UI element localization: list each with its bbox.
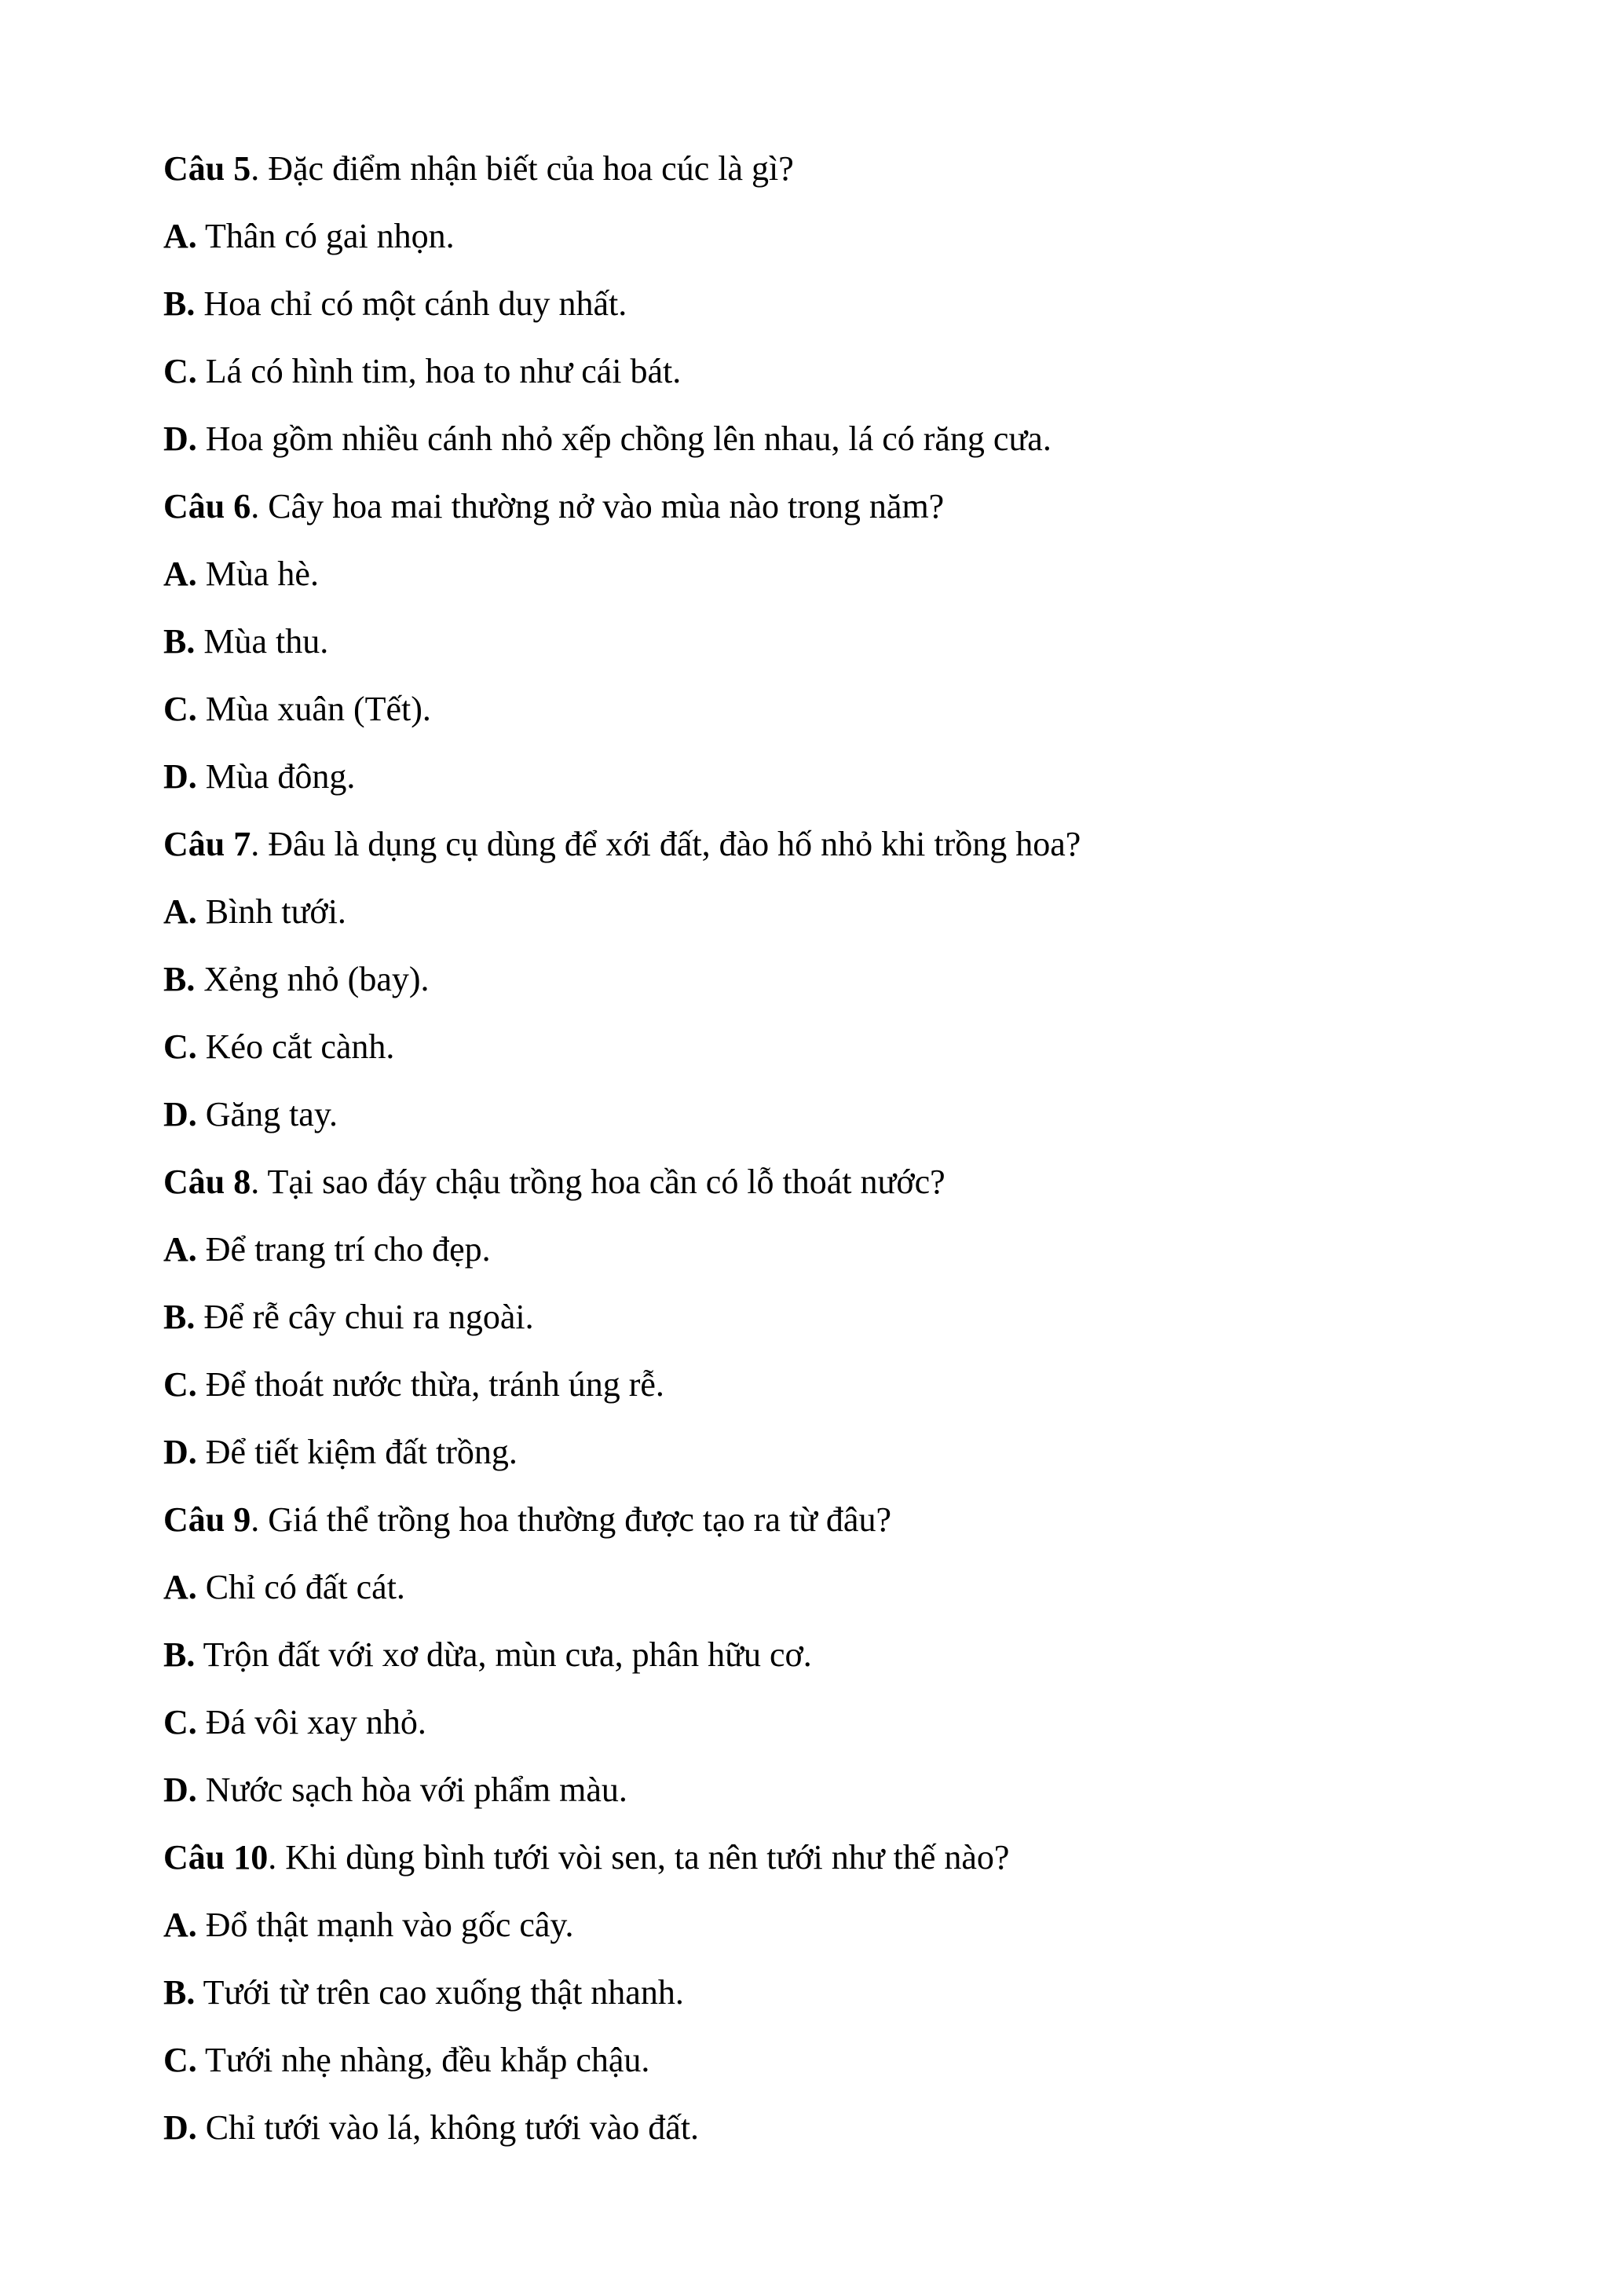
question-text: . Khi dùng bình tưới vòi sen, ta nên tưới như thế nào?: [268, 1838, 1010, 1877]
option-text: Mùa xuân (Tết).: [196, 690, 431, 728]
option-line: [163, 1689, 1498, 1756]
question-number: Câu 8: [163, 1163, 251, 1201]
option-letter: B.: [163, 284, 196, 323]
option-text: Kéo cắt cành.: [196, 1027, 395, 1066]
option-line: [163, 878, 1498, 946]
option-letter: A.: [163, 1568, 197, 1606]
option-letter: A.: [163, 1230, 197, 1269]
question-text: . Đâu là dụng cụ dùng để xới đất, đào hố nhỏ khi trồng hoa?: [251, 825, 1081, 863]
option-letter: D.: [163, 1433, 197, 1471]
option-line: [163, 1351, 1498, 1419]
option-text: Xẻng nhỏ (bay).: [195, 960, 430, 998]
option-line: [163, 338, 1498, 405]
option-letter: C.: [163, 1703, 197, 1741]
option-line: [163, 1554, 1498, 1621]
option-text: Để thoát nước thừa, tránh úng rễ.: [196, 1365, 664, 1404]
option-line: [163, 743, 1498, 811]
option-line: [163, 2027, 1498, 2094]
question-block: [163, 473, 1498, 811]
question-number: Câu 7: [163, 825, 251, 863]
question-number: Câu 6: [163, 487, 251, 525]
option-letter: D.: [163, 1095, 197, 1133]
question-number: Câu 10: [163, 1838, 269, 1877]
option-text: Trộn đất với xơ dừa, mùn cưa, phân hữu cơ.: [195, 1635, 812, 1674]
option-line: [163, 1081, 1498, 1148]
option-text: Hoa chỉ có một cánh duy nhất.: [195, 284, 627, 323]
option-letter: B.: [163, 1298, 196, 1336]
option-line: [163, 1283, 1498, 1351]
option-letter: C.: [163, 690, 197, 728]
option-text: Chỉ tưới vào lá, không tưới vào đất.: [196, 2108, 700, 2147]
option-line: [163, 1419, 1498, 1486]
option-letter: A.: [163, 217, 197, 255]
option-text: Nước sạch hòa với phẩm màu.: [196, 1771, 627, 1809]
option-line: [163, 270, 1498, 338]
option-letter: B.: [163, 960, 196, 998]
option-text: Mùa đông.: [196, 757, 356, 796]
option-line: [163, 405, 1498, 473]
option-text: Thân có gai nhọn.: [196, 217, 455, 255]
question-text: . Giá thể trồng hoa thường được tạo ra từ đâu?: [251, 1500, 891, 1539]
option-text: Để tiết kiệm đất trồng.: [196, 1433, 518, 1471]
option-line: [163, 1756, 1498, 1824]
option-line: [163, 1891, 1498, 1959]
option-letter: A.: [163, 555, 197, 593]
option-letter: B.: [163, 1635, 196, 1674]
question-block: [163, 811, 1498, 1148]
option-text: Tưới từ trên cao xuống thật nhanh.: [195, 1973, 684, 2012]
option-line: [163, 1621, 1498, 1689]
option-line: [163, 608, 1498, 676]
question-block: [163, 135, 1498, 473]
option-letter: C.: [163, 2041, 197, 2079]
option-text: Mùa thu.: [195, 622, 329, 661]
question-heading: [163, 1824, 1498, 1891]
option-line: [163, 1216, 1498, 1283]
question-text: . Cây hoa mai thường nở vào mùa nào trong năm?: [251, 487, 945, 525]
option-text: Để rễ cây chui ra ngoài.: [195, 1298, 534, 1336]
option-text: Đổ thật mạnh vào gốc cây.: [196, 1906, 574, 1944]
option-text: Để trang trí cho đẹp.: [196, 1230, 491, 1269]
question-text: . Đặc điểm nhận biết của hoa cúc là gì?: [251, 149, 794, 188]
option-letter: B.: [163, 622, 196, 661]
option-line: [163, 676, 1498, 743]
question-number: Câu 5: [163, 149, 251, 188]
option-line: [163, 1013, 1498, 1081]
option-letter: A.: [163, 1906, 197, 1944]
option-letter: C.: [163, 1365, 197, 1404]
option-letter: B.: [163, 1973, 196, 2012]
option-text: Tưới nhẹ nhàng, đều khắp chậu.: [196, 2041, 650, 2079]
option-text: Đá vôi xay nhỏ.: [196, 1703, 426, 1741]
option-letter: D.: [163, 1771, 197, 1809]
question-heading: [163, 1486, 1498, 1554]
question-heading: [163, 135, 1498, 203]
option-text: Găng tay.: [196, 1095, 338, 1133]
question-block: [163, 1824, 1498, 2162]
option-text: Bình tưới.: [196, 892, 346, 931]
option-letter: D.: [163, 757, 197, 796]
question-block: [163, 1486, 1498, 1824]
option-letter: C.: [163, 352, 197, 390]
question-heading: [163, 1148, 1498, 1216]
option-text: Hoa gồm nhiều cánh nhỏ xếp chồng lên nhau, lá có răng cưa.: [196, 419, 1052, 458]
option-line: [163, 2094, 1498, 2162]
question-number: Câu 9: [163, 1500, 251, 1539]
option-letter: A.: [163, 892, 197, 931]
option-letter: C.: [163, 1027, 197, 1066]
option-text: Chỉ có đất cát.: [196, 1568, 405, 1606]
option-line: [163, 203, 1498, 270]
question-heading: [163, 811, 1498, 878]
option-letter: D.: [163, 2108, 197, 2147]
question-heading: [163, 473, 1498, 540]
option-letter: D.: [163, 419, 197, 458]
option-line: [163, 1959, 1498, 2027]
option-text: Lá có hình tim, hoa to như cái bát.: [196, 352, 682, 390]
option-text: Mùa hè.: [196, 555, 319, 593]
option-line: [163, 946, 1498, 1013]
option-line: [163, 540, 1498, 608]
question-block: [163, 1148, 1498, 1486]
question-text: . Tại sao đáy chậu trồng hoa cần có lỗ thoát nước?: [251, 1163, 946, 1201]
